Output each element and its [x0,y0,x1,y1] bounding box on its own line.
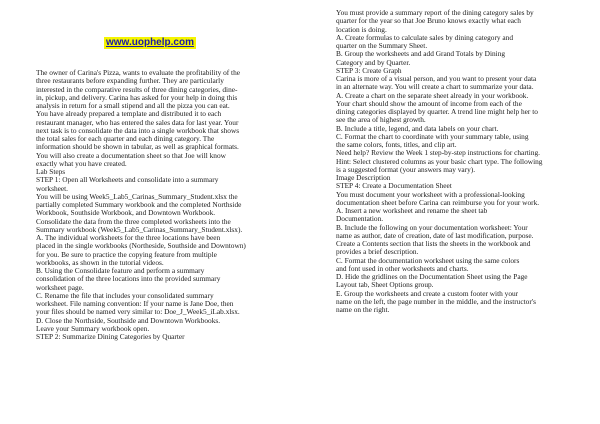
text-line: for you. Be sure to practice the copying feature from multiple [36,249,217,259]
text-line: You must provide a summary report of the dining category sales by [336,8,534,17]
text-line: three restaurants before expanding further. They are particularly [36,76,224,86]
text-line: C. Format the chart to coordinate with your summary table, using [336,131,529,141]
text-line: dining categories displayed by quarter. A trend line might help her to [336,107,538,116]
text-line: STEP 4: Create a Documentation Sheet [336,181,452,191]
text-line: You have already prepared a template and distributed it to each [36,109,222,119]
text-line: name on the left, the page number in the middle, and the instructor's [336,296,536,306]
text-line: Create a Contents section that lists the sheets in the workbook and [336,239,531,248]
text-line: the total sales for each quarter and each dining category. The [36,134,215,143]
text-line: provides a brief description. [336,247,419,257]
text-line: B. Include a title, legend, and data labels on your chart. [336,123,499,133]
text-line: Carina is more of a visual person, and you want to present your data [336,74,537,83]
text-line: and font used in other worksheets and charts. [336,263,469,273]
text-line: quarter for the year so that Joe Bruno knows exactly what each [336,16,521,26]
text-line: next task is to consolidate the data into a single workbook that shows [36,125,240,135]
text-line: STEP 1: Open all Worksheets and consolidate into a summary [36,175,219,185]
text-line: C. Rename the file that includes your consolidated summary [36,290,214,300]
text-line: worksheet. File naming convention: If your name is Jane Doe, then [36,299,234,308]
text-line: Consolidate the data from the three completed worksheets into the [36,216,231,226]
text-line: D. Hide the gridlines on the Documentation Sheet using the Page [336,272,528,281]
right-column [336,9,586,314]
text-line: in, pickup, and delivery. Carina has asked for your help in doing this [36,92,238,102]
text-line: Image Description [336,173,391,182]
text-line: B. Include the following on your documentation worksheet: Your [336,222,528,232]
text-line: A. Create a chart on the separate sheet already in your workbook. [336,90,529,100]
text-line: worksheet. [36,183,69,193]
text-line: You will also create a documentation sheet so that Joe will know [36,150,226,160]
text-line: A. Insert a new worksheet and rename the sheet tab [336,206,488,215]
text-line: worksheet page. [36,282,84,292]
text-line: Lab Steps [36,167,66,176]
text-line: exactly what you have created. [36,158,127,168]
text-line: partially completed Summary workbook and the completed Northside [36,200,242,209]
text-line: Documentation. [336,214,384,224]
left-column [36,69,284,341]
text-line: D. Close the Northside, Southside and Downtown Workbooks. [36,315,221,325]
text-line: is a suggested format (your answers may vary). [336,164,476,174]
text-line: information should be shown in tabular, as well as graphical formats. [36,142,239,152]
text-line: quarter on the Summary Sheet. [336,41,428,50]
text-line: B. Using the Consolidate feature and perform a summary [36,266,205,275]
text-line: Category and by Quarter. [336,57,411,67]
text-line: C. Format the documentation worksheet using the same colors [336,255,520,265]
text-line: Summary workbook (Week5_Lab5_Carinas_Summary_Student.xlsx). [36,224,243,234]
text-line: STEP 2: Summarize Dining Categories by Quarter [36,332,185,341]
text-line: analysis in return for a small stipend and all the pizza you can eat. [36,101,230,110]
text-line: Need help? Review the Week 1 step-by-step instructions for charting. [336,148,541,158]
text-line: You will be using Week5_Lab5_Carinas_Summary_Student.xlsx the [36,191,238,201]
text-line: Hint: Select clustered columns as your basic chart type. The following [336,156,543,166]
text-line: Workbook, Southside Workbook, and Downtown Workbook. [36,208,216,218]
text-line: restaurant manager, who has entered the sales data for last year. Your [36,117,239,127]
text-line: STEP 3: Create Graph [336,65,402,75]
text-line: B. Group the worksheets and add Grand Totals by Dining [336,49,506,59]
text-line: You must document your worksheet with a professional-looking [336,189,525,199]
text-line: location is doing. [336,24,387,34]
text-line: Leave your Summary workbook open. [36,323,150,333]
text-line: in an alternate way. You will create a chart to summarize your data. [336,82,534,92]
text-line: Layout tab, Sheet Options group. [336,280,434,290]
text-line: Your chart should show the amount of income from each of the [336,98,522,108]
text-line: consolidation of the three locations into the provided summary [36,274,221,284]
text-line: see the area of highest growth. [336,115,426,125]
text-line: E. Group the worksheets and create a custom footer with your [336,288,519,298]
text-line: A. The individual worksheets for the three locations have been [36,233,221,242]
site-link[interactable]: www.uophelp.com [106,37,194,48]
text-line: placed in the single workbooks (Northeside, Southside and Downtown) [36,241,246,251]
text-line: workbooks, as shown in the tutorial videos. [36,257,164,267]
text-line: name as author, date of creation, date of last modification, purpose. [336,230,534,240]
text-line: documentation sheet before Carina can reimburse you for your work. [336,197,540,207]
text-line: A. Create formulas to calculate sales by dining category and [336,32,514,42]
text-line: interested in the comparative results of three dining categories, dine- [36,84,238,94]
text-line: name on the right. [336,305,390,314]
text-line: your files should be named very similar to: Doe_J_Week5_iLab.xlsx. [36,307,240,317]
text-line: The owner of Carina's Pizza, wants to evaluate the profitability of the [36,68,241,77]
text-line: the same colors, fonts, titles, and clip art. [336,140,457,149]
